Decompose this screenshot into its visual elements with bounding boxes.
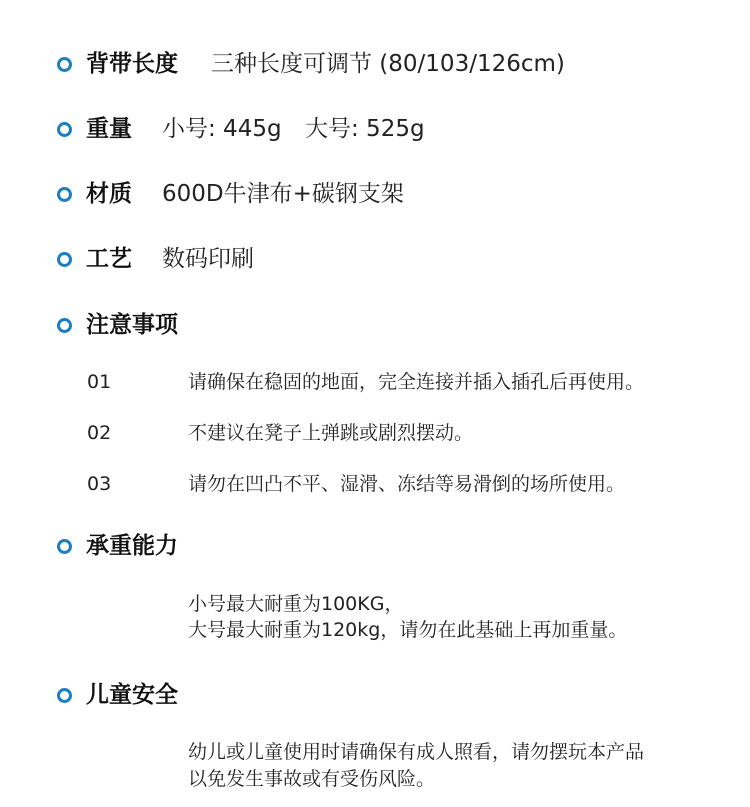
craft-label: 工艺: [86, 246, 132, 272]
circle-bullet-icon: [57, 318, 72, 333]
note-number: 01: [87, 371, 112, 393]
capacity-line: 大号最大耐重为120kg，请勿在此基础上再加重量。: [188, 619, 628, 641]
child-safety-title: 儿童安全: [86, 682, 178, 708]
notes-title: 注意事项: [86, 312, 178, 338]
circle-bullet-icon: [57, 122, 72, 137]
note-text: 不建议在凳子上弹跳或剧烈摆动。: [188, 422, 474, 444]
circle-bullet-icon: [57, 688, 72, 703]
craft-value: 数码印刷: [162, 246, 254, 272]
capacity-title: 承重能力: [86, 533, 178, 559]
capacity-line: 小号最大耐重为100KG，: [188, 593, 404, 615]
note-number: 03: [87, 473, 112, 495]
weight-large-value: 大号: 525g: [305, 116, 425, 142]
circle-bullet-icon: [57, 252, 72, 267]
weight-label: 重量: [86, 116, 132, 142]
strap-length-value: 三种长度可调节 (80/103/126cm): [211, 51, 565, 77]
note-number: 02: [87, 422, 112, 444]
note-text: 请勿在凹凸不平、湿滑、冻结等易滑倒的场所使用。: [188, 473, 626, 495]
circle-bullet-icon: [57, 539, 72, 554]
circle-bullet-icon: [57, 187, 72, 202]
weight-small-value: 小号: 445g: [162, 116, 282, 142]
child-safety-line: 幼儿或儿童使用时请确保有成人照看，请勿摆玩本产品: [188, 741, 645, 763]
strap-length-label: 背带长度: [86, 51, 178, 77]
material-label: 材质: [86, 181, 132, 207]
material-value: 600D牛津布+碳钢支架: [162, 181, 404, 207]
circle-bullet-icon: [57, 57, 72, 72]
note-text: 请确保在稳固的地面，完全连接并插入插孔后再使用。: [188, 371, 645, 393]
child-safety-line: 以免发生事故或有受伤风险。: [188, 768, 436, 790]
